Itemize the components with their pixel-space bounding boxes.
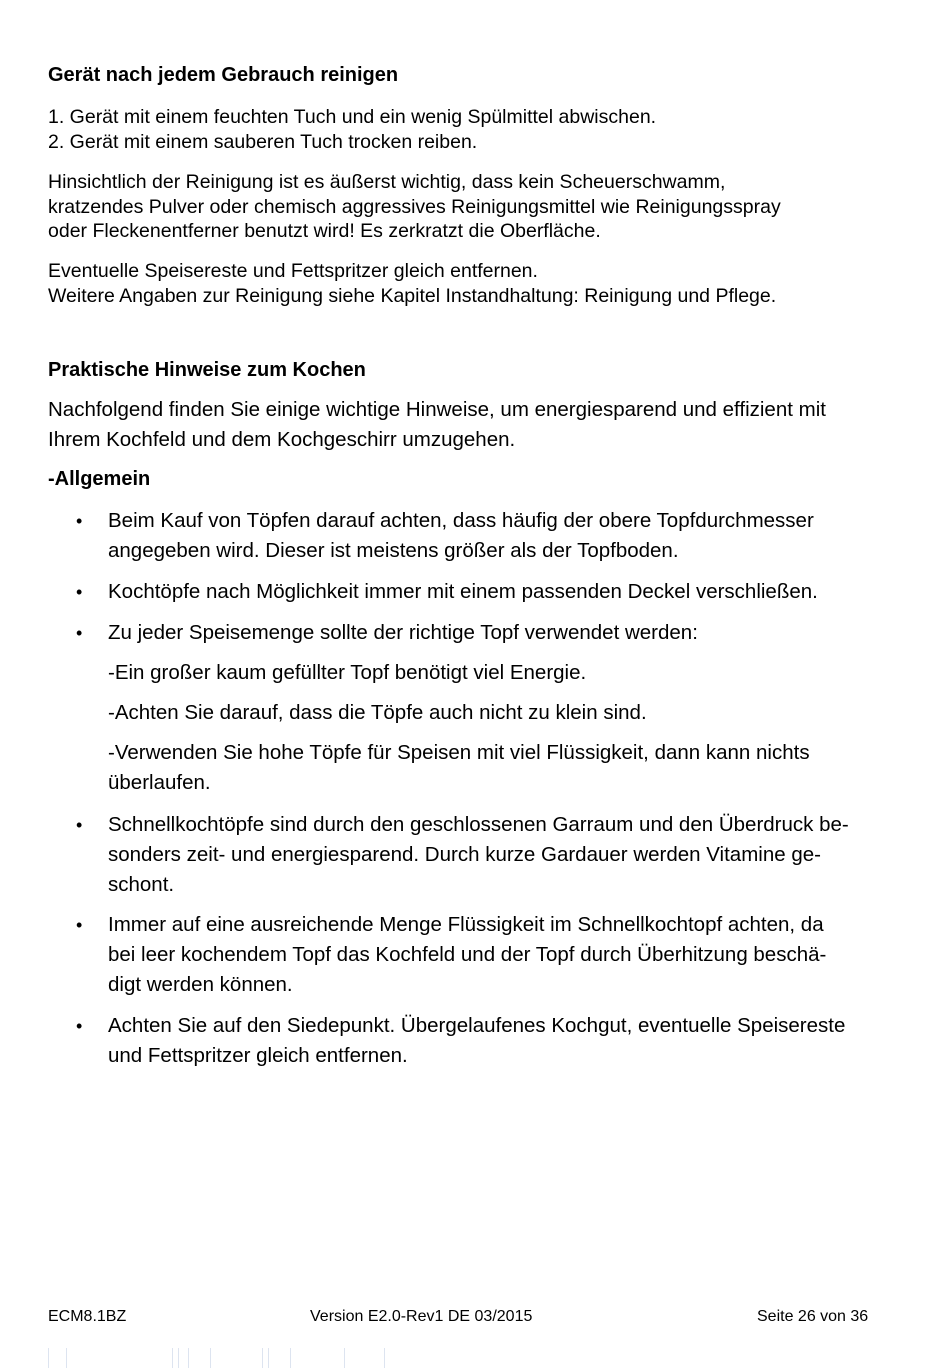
bullet-icon: • bbox=[76, 1016, 83, 1036]
bullet-icon: • bbox=[76, 582, 83, 602]
bullet-item-line: schont. bbox=[108, 873, 175, 896]
cleaning-step-1: 1. Gerät mit einem feuchten Tuch und ein wenig Spülmittel abwischen. bbox=[48, 106, 657, 128]
bullet-item-line: sonders zeit- und energiesparend. Durch kurze Gardauer werden Vitamine ge- bbox=[108, 843, 821, 866]
bullet-item-line: Zu jeder Speisemenge sollte der richtige Topf verwendet werden: bbox=[108, 621, 698, 644]
bullet-item-line: und Fettspritzer gleich entfernen. bbox=[108, 1044, 408, 1067]
cleaning-step-2: 2. Gerät mit einem sauberen Tuch trocken reiben. bbox=[48, 130, 478, 153]
bullet-item-line: bei leer kochendem Topf das Kochfeld und der Topf durch Überhitzung beschä- bbox=[108, 943, 827, 966]
bullet-item-line: Beim Kauf von Töpfen darauf achten, dass häufig der obere Topfdurchmesser bbox=[108, 509, 814, 532]
sub-item-line: -Achten Sie darauf, dass die Töpfe auch nicht zu klein sind. bbox=[108, 701, 647, 724]
scan-artifact-line bbox=[178, 1348, 179, 1368]
subheading-general: -Allgemein bbox=[48, 468, 151, 490]
scan-artifact-line bbox=[210, 1348, 211, 1368]
cleaning-note-line: Weitere Angaben zur Reinigung siehe Kapitel Instandhaltung: Reinigung und Pflege. bbox=[48, 285, 777, 307]
sub-item-line: -Ein großer kaum gefüllter Topf benötigt viel Energie. bbox=[108, 661, 587, 684]
scan-artifact-line bbox=[290, 1348, 291, 1368]
section-heading-cooking: Praktische Hinweise zum Kochen bbox=[48, 359, 366, 381]
scan-artifact-line bbox=[384, 1348, 385, 1368]
footer-page-number: Seite 26 von 36 bbox=[757, 1308, 869, 1325]
cleaning-warning-line: oder Fleckenentferner benutzt wird! Es zerkratzt die Oberfläche. bbox=[48, 220, 601, 242]
bullet-item-line: Immer auf eine ausreichende Menge Flüssigkeit im Schnellkochtopf achten, da bbox=[108, 913, 824, 936]
section-heading-cleaning: Gerät nach jedem Gebrauch reinigen bbox=[48, 64, 399, 86]
bullet-item-line: Achten Sie auf den Siedepunkt. Übergelaufenes Kochgut, eventuelle Speisereste bbox=[108, 1014, 846, 1037]
cleaning-warning-line: kratzendes Pulver oder chemisch aggressives Reinigungsmittel wie Reinigungsspray bbox=[48, 195, 781, 218]
cooking-intro-line: Ihrem Kochfeld und dem Kochgeschirr umzugehen. bbox=[48, 428, 516, 451]
bullet-icon: • bbox=[76, 915, 83, 935]
scan-artifact-line bbox=[66, 1348, 67, 1368]
cooking-intro-line: Nachfolgend finden Sie einige wichtige Hinweise, um energiesparend und effizient mit bbox=[48, 398, 826, 421]
scan-artifact-line bbox=[48, 1348, 49, 1368]
sub-item-line: überlaufen. bbox=[108, 771, 211, 794]
scan-artifact-line bbox=[188, 1348, 189, 1368]
sub-item-line: -Verwenden Sie hohe Töpfe für Speisen mit viel Flüssigkeit, dann kann nichts bbox=[108, 741, 810, 764]
footer-version: Version E2.0-Rev1 DE 03/2015 bbox=[310, 1308, 533, 1325]
footer-model: ECM8.1BZ bbox=[48, 1308, 127, 1325]
bullet-icon: • bbox=[76, 815, 83, 835]
bullet-item-line: digt werden können. bbox=[108, 973, 293, 996]
bullet-item-line: angegeben wird. Dieser ist meistens größer als der Topfboden. bbox=[108, 539, 679, 562]
scan-artifacts bbox=[48, 1348, 408, 1368]
cleaning-warning-line: Hinsichtlich der Reinigung ist es äußerst wichtig, dass kein Scheuerschwamm, bbox=[48, 171, 726, 193]
scan-artifact-line bbox=[262, 1348, 263, 1368]
bullet-item-line: Kochtöpfe nach Möglichkeit immer mit einem passenden Deckel verschließen. bbox=[108, 580, 818, 603]
bullet-icon: • bbox=[76, 511, 83, 531]
bullet-icon: • bbox=[76, 623, 83, 643]
cleaning-note-line: Eventuelle Speisereste und Fettspritzer gleich entfernen. bbox=[48, 260, 538, 282]
bullet-item-line: Schnellkochtöpfe sind durch den geschlossenen Garraum und den Überdruck be- bbox=[108, 813, 849, 836]
scan-artifact-line bbox=[172, 1348, 173, 1368]
scan-artifact-line bbox=[268, 1348, 269, 1368]
scan-artifact-line bbox=[344, 1348, 345, 1368]
